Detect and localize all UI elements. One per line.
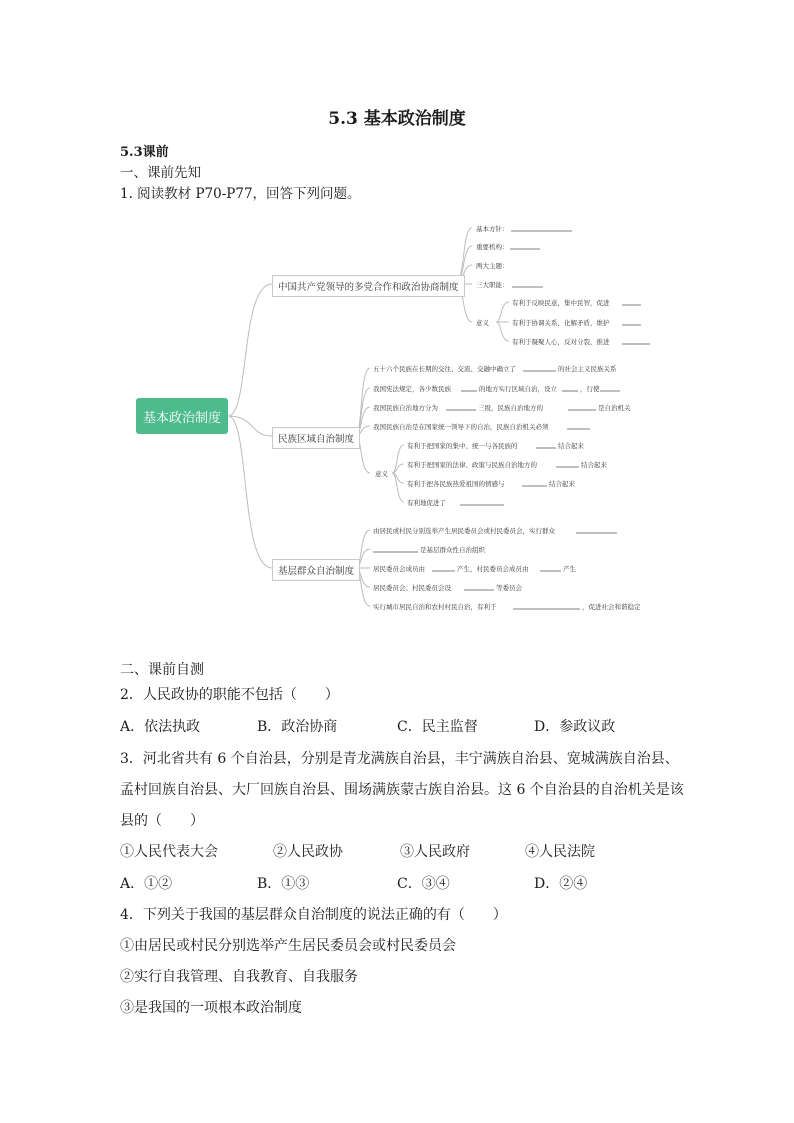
branch2-item: 是自治机关: [598, 404, 631, 412]
branch2-sub-item: 有利地促进了: [407, 499, 446, 507]
branch1-item: 两大主题：: [476, 262, 509, 270]
section-label: 5.3课前: [120, 145, 169, 160]
branch1-sub-item: 有利于反映民意，集中民智，促进: [512, 299, 610, 307]
q3-option-c: C．③④: [397, 876, 450, 892]
q3-option-b: B．①③: [257, 876, 310, 892]
branch3-item: 等委员会: [496, 584, 522, 592]
q3-stem-line1: 3．河北省共有 6 个自治县，分别是青龙满族自治县，丰宁满族自治县、宽城满族自治县、: [120, 751, 679, 767]
branch1-sub-label: 意义: [476, 319, 489, 327]
q3-item: ①人民代表大会: [120, 844, 218, 860]
mindmap-branch-multiparty: 中国共产党领导的多党合作和政治协商制度: [272, 275, 465, 297]
q3-stem-line3: 县的（ ）: [120, 813, 204, 829]
q2-option-a: A．依法执政: [120, 719, 201, 735]
branch2-sub-item: 有利于把各民族热爱祖国的情感与: [407, 480, 505, 488]
branch2-item: 三级，民族自治地方的: [478, 404, 543, 412]
branch3-item: 产生，村民委员会成员由: [457, 565, 529, 573]
branch1-item: 重要机构：: [476, 243, 509, 251]
q3-item: ②人民政协: [273, 844, 343, 860]
q4-item: ③是我国的一项根本政治制度: [120, 1000, 302, 1016]
branch3-item: 产生: [563, 565, 576, 573]
q3-item: ④人民法院: [525, 844, 595, 860]
branch3-item: ，促进社会和谐稳定: [582, 603, 641, 611]
branch2-item: 的地方实行区域自治，设立: [479, 385, 557, 393]
branch2-sub-label: 意义: [375, 470, 388, 478]
mindmap-root: 基本政治制度: [136, 398, 228, 434]
branch3-item: 居民委员会、村民委员会设: [373, 584, 451, 592]
branch2-item: 的社会主义民族关系: [558, 365, 617, 373]
branch2-sub-item: 结合起来: [581, 461, 607, 469]
branch2-sub-item: 有利于把国家的法律、政策与民族自治地方的: [407, 461, 537, 469]
branch1-sub-item: 有利于凝聚人心，反对分裂，推进: [512, 338, 610, 346]
branch2-item: 我国民族自治是在国家统一领导下的自治，民族自治机关必须: [373, 423, 549, 431]
part2-heading: 二、课前自测: [120, 662, 204, 678]
q4-stem: 4．下列关于我国的基层群众自治制度的说法正确的有（ ）: [120, 907, 507, 923]
branch3-item: 居民委员会成员由: [373, 565, 425, 573]
q2-stem: 2．人民政协的职能不包括（ ）: [120, 687, 339, 703]
q3-item: ③人民政府: [400, 844, 470, 860]
page-title: 5.3 基本政治制度: [328, 109, 466, 129]
q4-item: ①由居民或村民分别选举产生居民委员会或村民委员会: [120, 938, 456, 954]
branch3-item: 是基层群众性自治组织: [420, 546, 485, 554]
mindmap-branch-ethnic-autonomy: 民族区域自治制度: [272, 427, 360, 449]
branch2-item: 我国民族自治地方分为: [373, 404, 438, 412]
part1-heading: 一、课前先知: [120, 165, 201, 181]
q4-item: ②实行自我管理、自我教育、自我服务: [120, 969, 358, 985]
branch1-item: 基本方针：: [476, 225, 509, 233]
branch2-item: 我国宪法规定，各少数民族: [373, 385, 451, 393]
q2-option-b: B．政治协商: [257, 719, 338, 735]
branch2-sub-item: 结合起来: [549, 480, 575, 488]
branch2-sub-item: 有利于把国家的集中、统一与各民族的: [407, 442, 518, 450]
branch2-item: 五十六个民族在长期的交往、交流、交融中确立了: [373, 365, 516, 373]
branch2-sub-item: 结合起来: [558, 442, 584, 450]
branch2-item: ，行使: [580, 385, 600, 393]
q3-option-d: D．②④: [534, 876, 588, 892]
q2-option-c: C．民主监督: [397, 719, 478, 735]
branch1-sub-item: 有利于协调关系，化解矛盾，维护: [512, 319, 610, 327]
branch3-item: 实行城市居民自治和农村村民自治，有利于: [373, 603, 497, 611]
branch1-item: 三大职能：: [476, 281, 509, 289]
q3-stem-line2: 孟村回族自治县、大厂回族自治县、围场满族蒙古族自治县。这 6 个自治县的自治机关是该: [120, 782, 684, 798]
q1-instruction: 1. 阅读教材 P70-P77，回答下列问题。: [120, 186, 361, 202]
q3-option-a: A．①②: [120, 876, 173, 892]
mindmap-branch-grassroots: 基层群众自治制度: [272, 559, 360, 581]
q2-option-d: D．参政议政: [534, 719, 616, 735]
branch3-item: 由居民或村民分别选举产生居民委员会或村民委员会，实行群众: [373, 527, 555, 535]
